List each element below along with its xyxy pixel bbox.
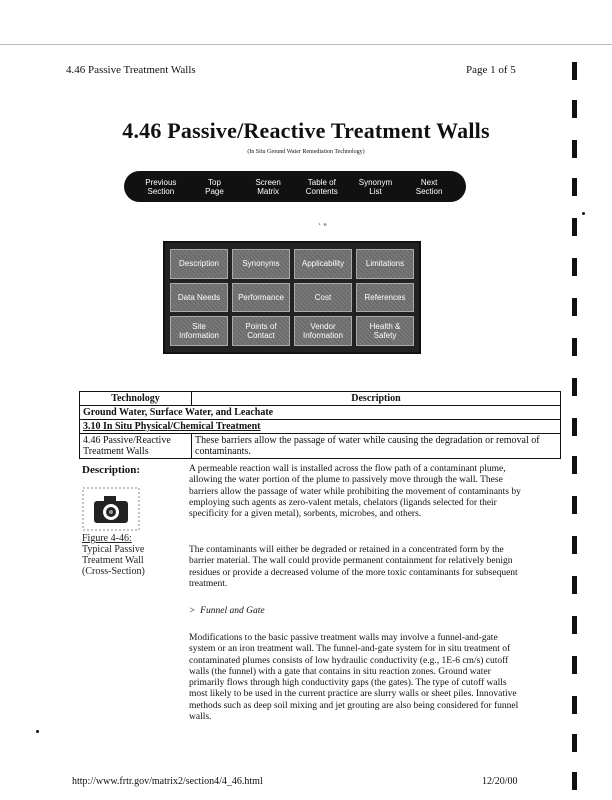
footer-date: 12/20/00 — [482, 776, 518, 787]
technology-table — [79, 391, 561, 459]
footer-url: http://www.frtr.gov/matrix2/section4/4_46.html — [72, 776, 263, 787]
scan-mark — [572, 576, 577, 594]
description-label: Description: — [82, 464, 141, 476]
scan-mark — [572, 258, 577, 276]
scan-mark — [572, 496, 577, 514]
scan-mark — [572, 772, 577, 790]
grid-link-points-of-contact[interactable]: Points of Contact — [232, 316, 290, 346]
scan-mark — [572, 536, 577, 554]
nav-bar — [124, 171, 466, 202]
row-tech-name: 4.46 Passive/Reactive Treatment Walls — [80, 434, 192, 459]
header-page-indicator: Page 1 of 5 — [466, 64, 516, 76]
scan-mark — [572, 140, 577, 158]
scan-mark — [572, 218, 577, 236]
scan-mark — [572, 178, 577, 196]
description-paragraph-2: The contaminants will either be degraded or retained in a concentrated form by the barrier material. The wall could provide permanent containment for relatively benign residues or provide a decreased volume of the more toxic contaminants for subsequent treatment. — [189, 545, 518, 589]
grid-link-references[interactable]: References — [356, 283, 414, 313]
scan-mark — [572, 418, 577, 436]
grid-link-limitations[interactable]: Limitations — [356, 249, 414, 279]
grid-link-cost[interactable]: Cost — [294, 283, 352, 313]
scan-mark — [572, 696, 577, 714]
page-subtitle: (In Situ Ground Water Remediation Technology) — [247, 149, 365, 155]
funnel-gate-subheading: > Funnel and Gate — [189, 606, 265, 616]
nav-previous-section-button[interactable]: Previous Section — [145, 177, 177, 196]
grid-link-site-information[interactable]: Site Information — [170, 316, 228, 346]
scan-speck — [582, 212, 585, 215]
header-doc-name: 4.46 Passive Treatment Walls — [66, 64, 196, 76]
scan-mark — [572, 298, 577, 316]
scan-speck — [36, 730, 39, 733]
row-subcategory-link[interactable]: 3.10 In Situ Physical/Chemical Treatment — [80, 420, 561, 434]
scan-mark — [572, 456, 577, 474]
nav-next-section-button[interactable]: Next Section — [415, 177, 443, 196]
scan-mark — [572, 62, 577, 80]
top-rule — [0, 44, 612, 45]
camera-icon[interactable] — [82, 487, 140, 531]
scan-mark — [572, 338, 577, 356]
page-title: 4.46 Passive/Reactive Treatment Walls — [122, 118, 490, 143]
figure-caption[interactable]: Figure 4-46: Typical Passive Treatment Wall (Cross-Section) — [82, 533, 145, 577]
scan-artifact-mark: ` " — [318, 222, 327, 232]
scan-mark — [572, 378, 577, 396]
grid-link-data-needs[interactable]: Data Needs — [170, 283, 228, 313]
col-header-description: Description — [192, 392, 561, 406]
grid-link-applicability[interactable]: Applicability — [294, 249, 352, 279]
scan-mark — [572, 734, 577, 752]
nav-screen-matrix-button[interactable]: Screen Matrix — [255, 177, 281, 196]
section-link-grid — [163, 241, 421, 354]
scan-mark — [572, 100, 577, 118]
row-tech-description: These barriers allow the passage of water while causing the degradation or removal of contaminants. — [192, 434, 561, 459]
description-paragraph-1: A permeable reaction wall is installed across the flow path of a contaminant plume, allowing the water portion of the plume to passively move through the wall. These barriers allow the passage of water while prohibiting the movement of contaminants by employing such agents as zero-valent metals, chelators (ligands selected for their specificity for a given metal), sorbents, microbes, and others. — [189, 464, 521, 520]
scan-mark — [572, 656, 577, 674]
grid-link-health-safety[interactable]: Health & Safety — [356, 316, 414, 346]
col-header-technology: Technology — [80, 392, 192, 406]
nav-top-page-button[interactable]: Top Page — [205, 177, 224, 196]
row-category: Ground Water, Surface Water, and Leachate — [80, 406, 561, 420]
grid-link-vendor-information[interactable]: Vendor Information — [294, 316, 352, 346]
grid-link-description[interactable]: Description — [170, 249, 228, 279]
grid-link-synonyms[interactable]: Synonyms — [232, 249, 290, 279]
grid-link-performance[interactable]: Performance — [232, 283, 290, 313]
scan-mark — [572, 616, 577, 634]
nav-table-of-contents-button[interactable]: Table of Contents — [305, 177, 338, 196]
nav-synonym-list-button[interactable]: Synonym List — [358, 177, 393, 196]
bullet-arrow-icon: > — [189, 606, 196, 616]
description-paragraph-3: Modifications to the basic passive treatment walls may involve a funnel-and-gate system or an iron treatment wall. The funnel-and-gate system for in situ treatment of contaminated plumes consists of low hydraulic conductivity (e.g., 1E-6 cm/s) cutoff walls (the funnel) with a gate that contains in situ reaction zones. Ground water primarily flows through high conductivity gaps (the gates). The type of cutoff walls most likely to be used in the current practice are slurry walls or sheet piles. Innovative methods such as deep soil mixing and jet grouting are also being considered for funnel walls. — [189, 633, 519, 723]
